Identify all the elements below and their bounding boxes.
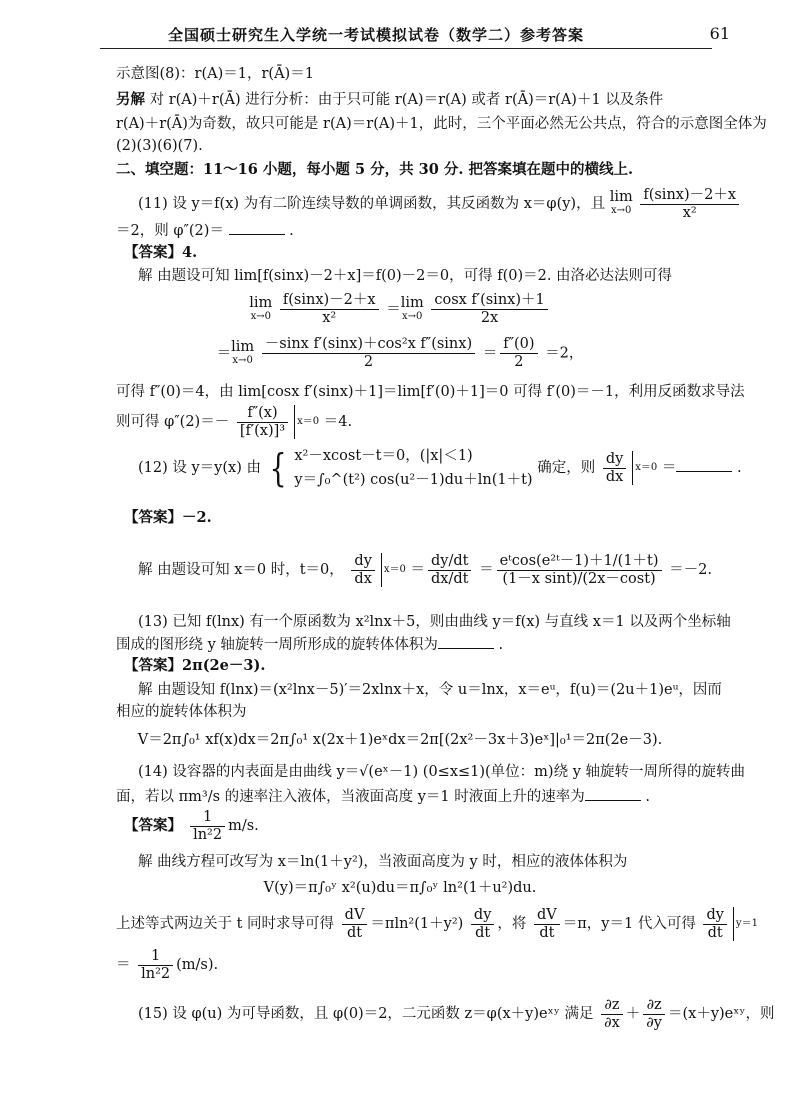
text-span: 【答案】2π(2e－3). [124, 657, 266, 674]
numerator: f(sinx)－2＋x [280, 292, 379, 310]
page-number: 61 [709, 24, 730, 43]
lim-text: lim [400, 294, 424, 311]
text-span: (m/s). [176, 957, 219, 973]
text-line [116, 64, 314, 84]
text-span: 可得 f″(0)＝4，由 lim[cosx f′(sinx)＋1]＝lim[f′(0)＋1]＝0 可得 f′(0)＝－1，利用反函数求导法 [116, 384, 745, 400]
text-span: V＝2π∫₀¹ xf(x)dx＝2π∫₀¹ x(2x＋1)eˣdx＝2π[(2x²－3x＋3)eˣ]|₀¹＝2π(2e－3). [137, 732, 663, 748]
eval-bar: x＝0 [632, 451, 657, 485]
text-span: (12) 设 y＝y(x) 由 [138, 460, 261, 476]
numerator: dy [351, 553, 374, 571]
denominator: dt [475, 924, 491, 941]
text-line [116, 382, 745, 402]
text-span: (14) 设容器的内表面是由曲线 y＝√(eˣ－1) (0≤x≤1)(单位：m)绕 y 轴旋转一周所得的旋转曲 [138, 764, 746, 780]
equation [0, 730, 800, 750]
answer-12 [124, 508, 212, 528]
denominator: dx [354, 570, 372, 587]
text-span: (13) 已知 f(lnx) 有一个原函数为 x²lnx＋5，则由曲线 y＝f(x) 与直线 x＝1 以及两个坐标轴 [138, 614, 731, 630]
fraction [601, 997, 623, 1032]
text-span: (11) 设 y＝f(x) 为有二阶连续导数的单调函数，其反函数为 x＝φ(y)，且 [138, 196, 606, 212]
text-span: 确定，则 [537, 460, 596, 476]
fraction [497, 553, 662, 588]
text-span: 解 由题设可知 x＝0 时，t＝0， [138, 562, 344, 578]
text-span: 示意图(8)：r(A)＝1，r(Ā)＝1 [116, 66, 314, 82]
text-span: (15) 设 φ(u) 为可导函数，且 φ(0)＝2，二元函数 z＝φ(x＋y)eˣʸ 满足 [138, 1006, 594, 1022]
system-of-equations [294, 444, 532, 492]
fraction [342, 907, 368, 942]
numerator: dy [603, 451, 626, 469]
text-span: ＝π，y＝1 代入可得 [562, 916, 696, 932]
fraction [643, 997, 665, 1032]
equation [0, 878, 800, 898]
text-span: m/s. [228, 818, 259, 834]
fraction [190, 809, 225, 844]
limit [231, 340, 254, 368]
limit [401, 296, 424, 324]
text-line [116, 702, 247, 722]
numerator: dy [703, 907, 726, 925]
text-span: 解 由题设可知 lim[f(sinx)－2＋x]＝f(0)－2＝0，可得 f(0)＝2. 由洛必达法则可得 [138, 268, 673, 284]
equation: lim x→0 $\frac{f(\sin x)-2+x}{\text{x²}}$ ＝ lim x→0 $\frac{\text{cosx f′(sinx)＋1}}{2x}$ [0, 292, 800, 332]
numerator: －sinx f′(sinx)＋cos²x f″(sinx) [262, 336, 475, 354]
eval-bar: x＝0 [381, 553, 406, 587]
equation: ＝ lim x→0 $\frac{\text{－sinx f′(sinx)＋cos²x f″(sinx)}}{2}$ ＝ $\frac{f''(0)}{2}$ ＝2， [216, 336, 584, 370]
answer-11 [124, 243, 197, 263]
text-line: 围成的图形绕 y 轴旋转一周所形成的旋转体体积为 . [116, 634, 503, 655]
numerator: dV [534, 907, 560, 925]
fraction [428, 553, 471, 588]
text-span: ＝－2. [669, 562, 712, 578]
fraction [603, 451, 626, 486]
denominator: 2 [363, 354, 374, 370]
text-span: 解 曲线方程可改写为 x＝ln(1＋y²)，当液面高度为 y 时，相应的液体体积为 [138, 854, 628, 870]
text-span: r(A)＋r(Ā)为奇数，故只可能是 r(A)＝r(A)＋1，此时，三个平面必然无公共点，符合的示意图全体为 [116, 116, 767, 132]
text-span: V(y)＝π∫₀ʸ x²(u)du＝π∫₀ʸ ln²(1＋u²)du. [263, 880, 537, 896]
denominator: 2 [514, 354, 524, 370]
lim-sub: x→0 [611, 205, 632, 216]
system-eq-1: x²－xcost－t＝0，(|x|＜1) [294, 448, 473, 464]
system-eq-2: y＝∫₀^(t²) cos(u²－1)du＋ln(1＋t) [294, 472, 533, 488]
fraction [471, 907, 494, 942]
text-span: ，将 [497, 916, 527, 932]
question-11 [138, 184, 742, 224]
answer-blank [438, 634, 494, 649]
lim-sub: x→0 [250, 310, 271, 322]
numerator: dV [342, 907, 368, 925]
denominator: dx [605, 468, 624, 485]
numerator: dy/dt [428, 553, 471, 571]
header-title: 全国硕士研究生入学统一考试模拟试卷（数学二）参考答案 [167, 26, 584, 44]
text-line [116, 402, 352, 442]
numerator: ∂z [643, 997, 665, 1015]
text-line [116, 136, 203, 156]
text-span: 围成的图形绕 y 轴旋转一周所形成的旋转体体积为 [116, 637, 438, 653]
denominator: (1－x sint)/(2x－cost) [502, 570, 656, 587]
answer-13 [124, 656, 265, 676]
question-15 [138, 994, 775, 1034]
text-span: ＝2，则 φ″(2)＝ [116, 223, 224, 239]
text-line: 解 由题设可知 x＝0 时，t＝0， $\frac{dy}{dx}$ x＝0 ＝ $\frac{dy/dt}{dx/dt}$ ＝ $\frac{\text{eᵗcos(e²ᵗ－1)＋1/(1＋t)}}{\text{(1－x sint)/(2x－cost)}}$ ＝－2. [138, 552, 712, 587]
text-span: 二、填空题：11～16 小题，每小题 5 分，共 30 分. 把答案填在题中的横线上. [116, 161, 634, 178]
numerator: 1 [190, 809, 225, 827]
lim-sub: x→0 [402, 310, 423, 322]
denominator: dt [346, 924, 363, 941]
answer-blank [676, 457, 732, 472]
fraction [280, 292, 379, 327]
limit [249, 296, 272, 324]
text-span: ＝ [116, 957, 131, 973]
denominator: ln²2 [141, 965, 171, 982]
eval-bar: y＝1 [733, 907, 758, 941]
text-span: 面，若以 πm³/s 的速率注入液体，当液面高度 y＝1 时液面上升的速率为 [116, 789, 585, 805]
answer-14 [124, 806, 259, 846]
text-span: 上述等式两边关于 t 同时求导可得 [116, 916, 335, 932]
denominator: dt [539, 924, 555, 941]
text-line: ＝2，则 φ″(2)＝ . [116, 220, 294, 241]
section-heading [116, 160, 633, 180]
denominator: ln²2 [193, 826, 223, 843]
text-span: 【答案】4. [124, 244, 198, 261]
fraction [431, 292, 547, 327]
text-line [138, 852, 627, 872]
numerator: f″(x) [237, 405, 288, 423]
denominator: dx/dt [431, 570, 469, 587]
fraction [534, 907, 560, 942]
fraction [138, 948, 173, 983]
text-span: 对 r(A)＋r(Ā) 进行分析：由于只可能 r(A)＝r(A) 或者 r(Ā)＝r(A)＋1 以及条件 [145, 92, 664, 108]
denominator: ∂x [604, 1014, 620, 1031]
brace: { [269, 446, 287, 490]
denominator: [f′(x)]³ [239, 422, 286, 439]
text-line [116, 904, 758, 944]
numerator: f(sinx)－2＋x [640, 187, 739, 205]
text-span: 相应的旋转体体积为 [116, 704, 247, 720]
text-span: 【答案】 [124, 817, 182, 834]
fraction [262, 336, 475, 371]
numerator: eᵗcos(e²ᵗ－1)＋1/(1＋t) [497, 553, 662, 571]
numerator: dy [471, 907, 494, 925]
lim-text: lim [249, 294, 273, 311]
text-span: 【答案】－2. [124, 509, 212, 526]
denominator: x² [682, 204, 697, 221]
answer-blank [229, 220, 285, 235]
text-span: ＝2， [545, 345, 584, 362]
numerator: f″(0) [500, 336, 537, 354]
numerator: ∂z [601, 997, 623, 1015]
denominator: ∂y [646, 1014, 662, 1031]
text-span: ＝(x＋y)eˣʸ，则 [667, 1006, 775, 1022]
text-span: (2)(3)(6)(7). [116, 138, 203, 154]
text-span: 则可得 φ″(2)＝－ [116, 414, 230, 430]
fraction [500, 336, 537, 371]
numerator: cosx f′(sinx)＋1 [431, 292, 547, 310]
text-line [116, 946, 218, 984]
eval-bar: x＝0 [294, 405, 319, 439]
lim-text: lim [609, 189, 633, 205]
text-span: ＝ [661, 460, 677, 476]
text-line [116, 90, 663, 110]
text-line [138, 680, 722, 700]
denominator: 2x [480, 310, 499, 326]
text-line [116, 114, 767, 134]
text-span: 解 由题设知 f(lnx)＝(x²lnx－5)′＝2xlnx＋x，令 u＝lnx，x＝eᵘ，f(u)＝(2u＋1)eᵘ，因而 [138, 682, 722, 698]
denominator: x² [322, 310, 337, 326]
question-13 [138, 612, 731, 632]
text-line: 面，若以 πm³/s 的速率注入液体，当液面高度 y＝1 时液面上升的速率为 . [116, 786, 650, 807]
answer-blank [585, 786, 641, 801]
fraction [640, 187, 739, 222]
lim-text: lim [231, 338, 255, 355]
lim-sub: x→0 [232, 354, 253, 366]
label-alt-solution: 另解 [116, 91, 145, 108]
question-14 [138, 762, 745, 782]
fraction [703, 907, 726, 942]
limit [610, 190, 633, 218]
question-12: (12) 设 y＝y(x) 由 { x²－xcost－t＝0，(|x|＜1) y＝∫₀^(t²) cos(u²－1)du＋ln(1＋t) 确定，则 $\frac{dy}{dx}$ x＝0 ＝ . [138, 446, 742, 490]
numerator: 1 [138, 948, 173, 966]
text-span: ＝4. [323, 414, 353, 430]
denominator: dt [707, 924, 723, 941]
fraction [237, 405, 288, 440]
text-line [138, 266, 672, 286]
text-span: ＝πln²(1＋y²) [370, 916, 464, 932]
page-header [100, 22, 730, 49]
fraction [351, 553, 374, 588]
text-span: ＋ [625, 1006, 641, 1022]
